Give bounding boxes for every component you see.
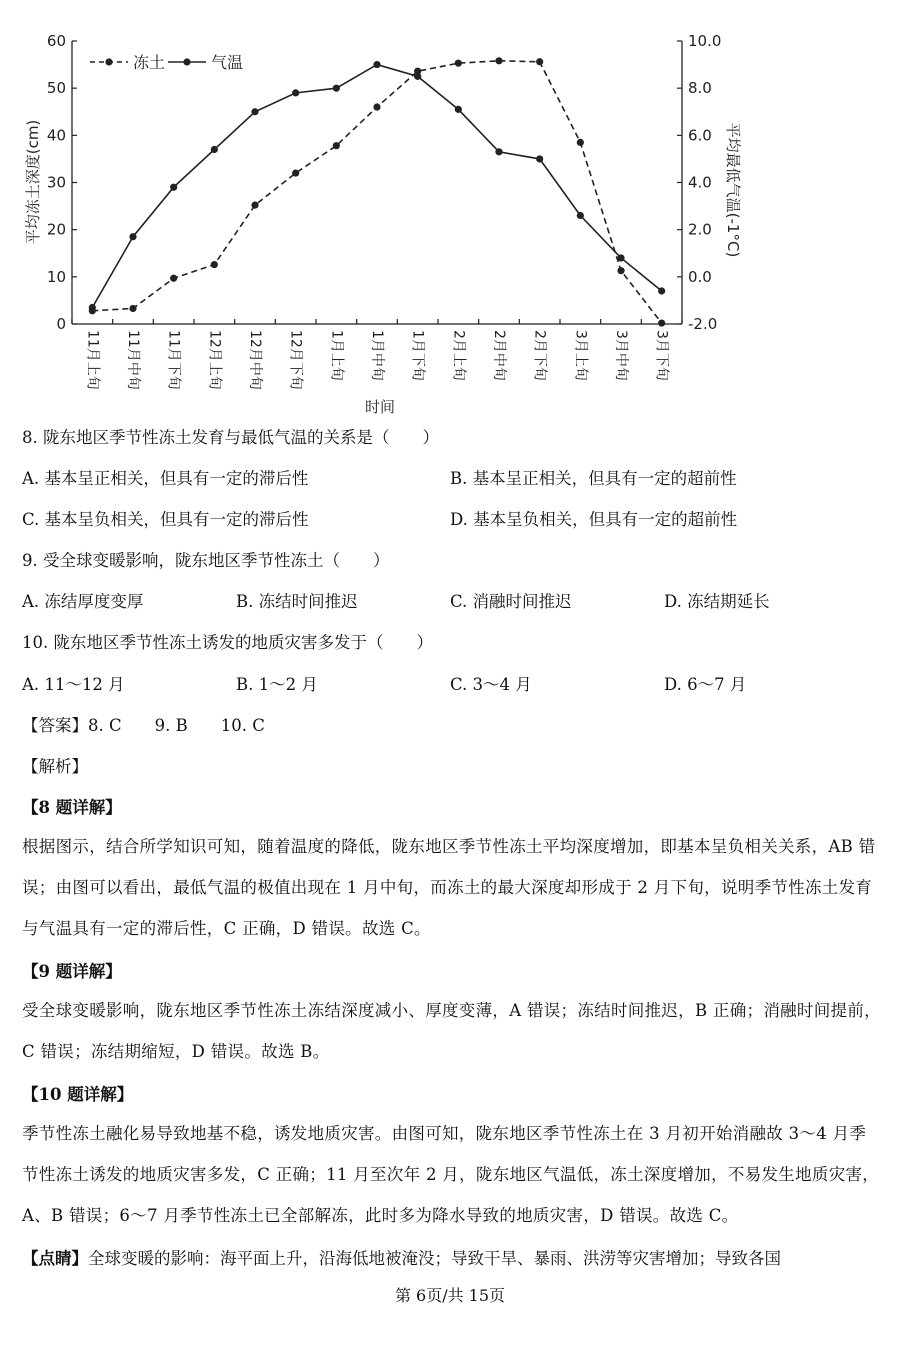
q9-option-d: D. 冻结期延长 xyxy=(664,592,770,611)
q8-option-c: C. 基本呈负相关，但具有一定的滞后性 xyxy=(22,510,309,529)
left-tick-label: 50 xyxy=(46,79,66,98)
tip-body: 全球变暖的影响：海平面上升，沿海低地被淹没；导致干旱、暴雨、洪涝等灾害增加；导致各国 xyxy=(88,1249,781,1268)
temperature-point xyxy=(333,85,340,92)
x-tick-label: 11月中旬 xyxy=(125,330,141,390)
temperature-point xyxy=(89,304,96,311)
frozen-soil-point xyxy=(536,58,543,65)
right-tick-label: -2.0 xyxy=(688,315,718,333)
q9-option-a: A. 冻结厚度变厚 xyxy=(22,592,144,611)
x-tick-label: 3月下旬 xyxy=(653,330,670,381)
question-10-stem: 10. 陇东地区季节性冻土诱发的地质灾害多发于（ ） xyxy=(22,633,433,652)
legend-frozen-soil-label: 冻土 xyxy=(133,53,166,72)
frozen-soil-point xyxy=(129,305,136,312)
temperature-point xyxy=(414,73,421,80)
q8-option-a: A. 基本呈正相关，但具有一定的滞后性 xyxy=(22,469,309,488)
q10-option-a: A. 11～12 月 xyxy=(22,675,125,694)
left-tick-label: 20 xyxy=(46,220,66,239)
chart xyxy=(0,0,900,425)
frozen-soil-point xyxy=(617,267,624,274)
right-tick-label: 10.0 xyxy=(688,32,722,50)
answer-line: 【答案】8. C 9. B 10. C xyxy=(22,716,265,735)
tip-line xyxy=(22,1248,781,1270)
detail-8-title: 【8 题详解】 xyxy=(22,798,122,817)
temperature-point xyxy=(251,108,258,115)
left-tick-label: 40 xyxy=(46,126,66,145)
q9-option-c: C. 消融时间推迟 xyxy=(450,592,572,611)
x-tick-label: 2月上旬 xyxy=(450,330,467,381)
legend-temperature-marker xyxy=(183,58,190,65)
frozen-soil-point xyxy=(292,169,299,176)
detail-10-title: 【10 题详解】 xyxy=(22,1085,134,1104)
frozen-soil-point xyxy=(211,261,218,268)
x-tick-label: 3月中旬 xyxy=(613,330,629,381)
temperature-point xyxy=(211,146,218,153)
legend-frozen-soil-marker xyxy=(105,58,112,65)
q10-option-d: D. 6～7 月 xyxy=(664,675,747,694)
temperature-point xyxy=(617,254,624,261)
x-tick-label: 1月中旬 xyxy=(369,330,385,381)
right-tick-label: 4.0 xyxy=(688,173,712,192)
legend-temperature-label: 气温 xyxy=(211,53,244,72)
detail-10-body: 季节性冻土融化易导致地基不稳，诱发地质灾害。由图可知，陇东地区季节性冻土在 3 月初开始消融故 3～4 月季节性冻土诱发的地质灾害多发，C 正确；11 月至次年 2 月，陇东地区气温低，冻土深度增加，不易发生地质灾害，A、B 错误；6～7 月季节性冻土已全部解冻，此时多为降水导致的地质灾害，D 错误。故选 C。 xyxy=(22,1124,880,1225)
frozen-soil-point xyxy=(251,202,258,209)
right-tick-label: 0.0 xyxy=(688,267,712,286)
x-tick-label: 12月中旬 xyxy=(247,330,263,390)
q8-option-b: B. 基本呈正相关，但具有一定的超前性 xyxy=(450,469,737,488)
right-tick-label: 6.0 xyxy=(688,126,712,145)
q10-option-b: B. 1～2 月 xyxy=(236,675,318,694)
q8-option-d: D. 基本呈负相关，但具有一定的超前性 xyxy=(450,510,738,529)
question-9-stem: 9. 受全球变暖影响，陇东地区季节性冻土（ ） xyxy=(22,551,390,570)
left-tick-label: 10 xyxy=(46,267,66,286)
left-tick-label: 30 xyxy=(46,173,66,192)
temperature-point xyxy=(658,287,665,294)
temperature-point xyxy=(536,155,543,162)
x-tick-label: 11月下旬 xyxy=(165,330,182,390)
x-tick-label: 1月上旬 xyxy=(328,330,345,381)
q10-option-c: C. 3～4 月 xyxy=(450,675,532,694)
x-axis-title: 时间 xyxy=(364,398,396,416)
temperature-point xyxy=(577,212,584,219)
frozen-soil-point xyxy=(170,275,177,282)
detail-9-title: 【9 题详解】 xyxy=(22,962,122,981)
frozen-soil-point xyxy=(373,103,380,110)
frozen-soil-point xyxy=(658,319,665,326)
series-frozen-soil-line xyxy=(92,61,661,323)
temperature-point xyxy=(495,148,502,155)
temperature-point xyxy=(170,184,177,191)
x-tick-label: 3月上旬 xyxy=(572,330,589,381)
detail-9-body: 受全球变暖影响，陇东地区季节性冻土冻结深度减小、厚度变薄，A 错误；冻结时间推迟，B 正确；消融时间提前，C 错误；冻结期缩短，D 错误。故选 B。 xyxy=(22,1001,881,1061)
x-tick-label: 12月下旬 xyxy=(287,330,304,390)
temperature-point xyxy=(129,233,136,240)
q9-option-b: B. 冻结时间推迟 xyxy=(236,592,358,611)
temperature-point xyxy=(373,61,380,68)
tip-label: 【点睛】 xyxy=(22,1249,88,1268)
frozen-soil-point xyxy=(333,142,340,149)
right-tick-label: 8.0 xyxy=(688,79,712,98)
detail-8-body: 根据图示，结合所学知识可知，随着温度的降低，陇东地区季节性冻土平均深度增加，即基本呈负相关关系，AB 错误；由图可以看出，最低气温的极值出现在 1 月中旬，而冻土的最大深度却形成于 2 月下旬，说明季节性冻土发育与气温具有一定的滞后性，C 正确，D 错误。故选 C。 xyxy=(22,837,876,938)
right-axis-title: 平均最低气温(-1°C) xyxy=(724,122,742,258)
left-tick-label: 60 xyxy=(46,32,66,50)
frozen-soil-point xyxy=(577,139,584,146)
x-tick-label: 2月中旬 xyxy=(491,330,507,381)
x-tick-label: 1月下旬 xyxy=(409,330,426,381)
series-temperature-line xyxy=(92,65,661,308)
left-tick-label: 0 xyxy=(56,315,66,333)
temperature-point xyxy=(292,89,299,96)
x-tick-label: 2月下旬 xyxy=(531,330,548,381)
right-tick-label: 2.0 xyxy=(688,220,712,239)
analysis-label: 【解析】 xyxy=(22,757,88,776)
frozen-soil-point xyxy=(495,57,502,64)
x-tick-label: 11月上旬 xyxy=(84,330,101,390)
left-axis-title: 平均冻土深度(cm) xyxy=(24,119,42,245)
page-footer: 第 6页/共 15页 xyxy=(394,1286,506,1305)
frozen-soil-point xyxy=(455,60,462,67)
question-8-stem: 8. 陇东地区季节性冻土发育与最低气温的关系是（ ） xyxy=(22,428,439,447)
temperature-point xyxy=(455,106,462,113)
x-tick-label: 12月上旬 xyxy=(206,330,223,390)
